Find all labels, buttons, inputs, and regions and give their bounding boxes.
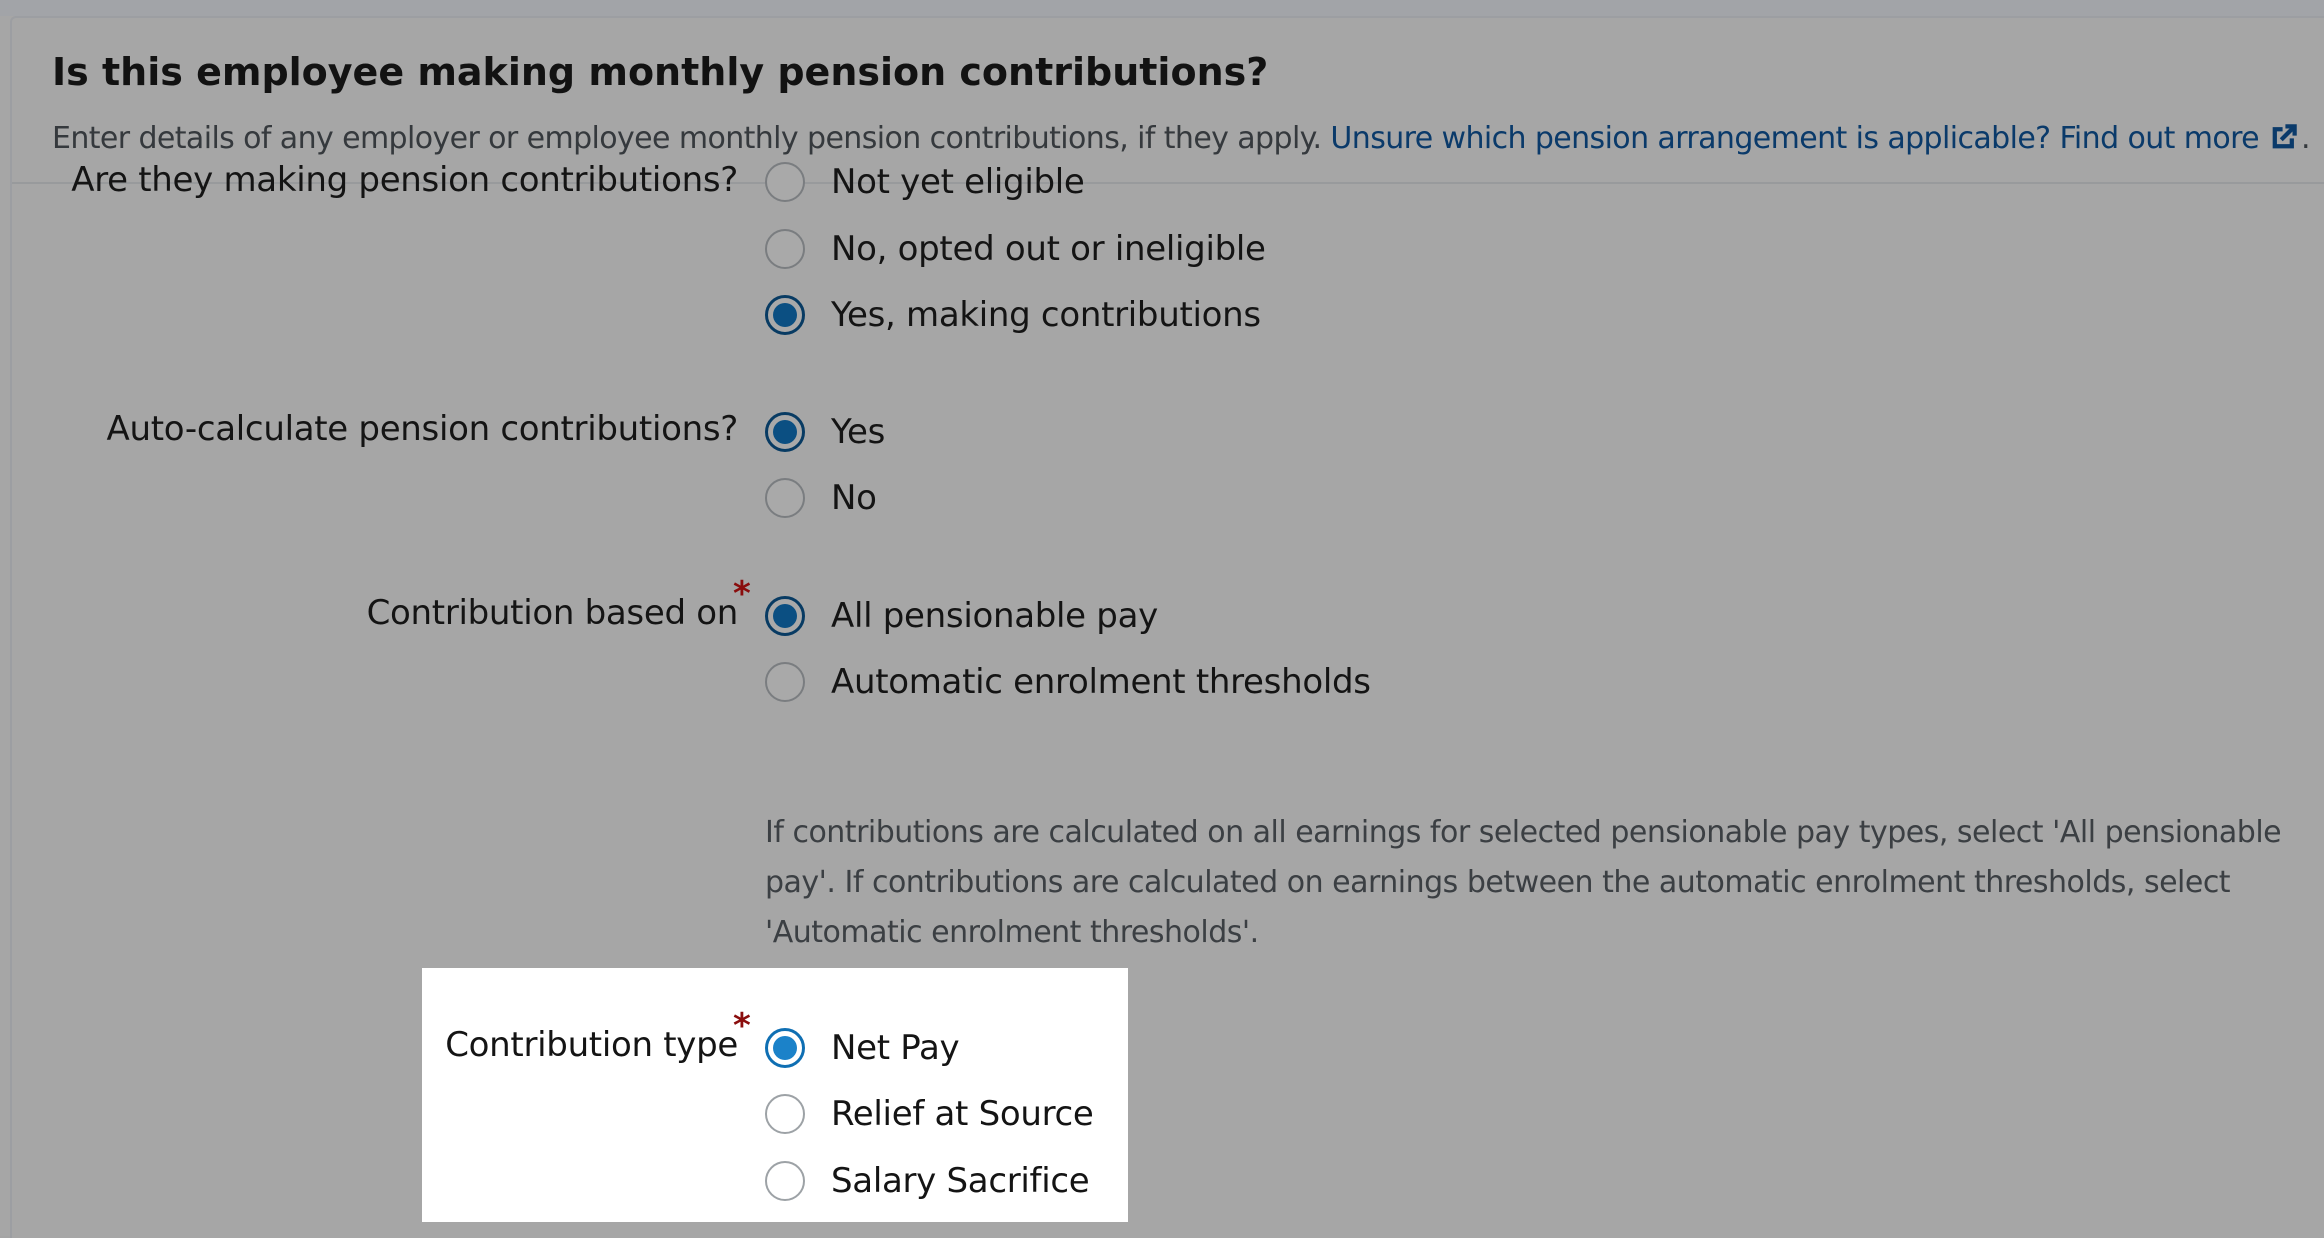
radio-net-pay[interactable] — [765, 1025, 959, 1071]
top-border — [0, 0, 2324, 16]
radio-label[interactable]: No, opted out or ineligible — [831, 229, 1266, 269]
radio-dot — [773, 303, 797, 327]
page-description — [52, 120, 2310, 156]
radio-button-selected[interactable] — [765, 1028, 805, 1068]
radio-button[interactable] — [765, 478, 805, 518]
description-text: Enter details of any employer or employee monthly pension contributions, if they apply. — [52, 121, 1331, 156]
radio-not-yet-eligible[interactable] — [765, 159, 1085, 205]
find-out-more-link-text[interactable]: Unsure which pension arrangement is applicable? Find out more — [1330, 121, 2260, 156]
radio-dot — [773, 1036, 797, 1060]
radio-label[interactable]: Net Pay — [831, 1028, 960, 1068]
radio-button[interactable] — [765, 662, 805, 702]
radio-label[interactable]: Relief at Source — [831, 1094, 1094, 1134]
radio-label[interactable]: Automatic enrolment thresholds — [831, 662, 1371, 702]
radio-relief-at-source[interactable] — [765, 1091, 1094, 1137]
auto-calculate-label: Auto-calculate pension contributions? — [106, 409, 738, 449]
external-link-icon[interactable] — [2267, 120, 2301, 154]
radio-dot — [773, 604, 797, 628]
radio-label[interactable]: No — [831, 478, 877, 518]
radio-opted-out[interactable] — [765, 226, 1266, 272]
radio-button[interactable] — [765, 1094, 805, 1134]
radio-label[interactable]: Yes — [831, 412, 885, 452]
find-out-more-link[interactable] — [1330, 121, 2301, 156]
radio-salary-sacrifice[interactable] — [765, 1158, 1089, 1204]
radio-button-selected[interactable] — [765, 295, 805, 335]
radio-yes-making-contributions[interactable] — [765, 292, 1261, 338]
contribution-type-highlight — [422, 968, 1128, 1222]
radio-button-selected[interactable] — [765, 412, 805, 452]
radio-button[interactable] — [765, 162, 805, 202]
pension-panel — [10, 16, 2324, 1238]
radio-button[interactable] — [765, 1161, 805, 1201]
contribution-based-on-hint: If contributions are calculated on all earnings for selected pensionable pay types, select 'All pensionable pay'. If contributions are calculated on earnings between the automatic enrolment thresholds, select 'Automatic enrolment thresholds'. — [765, 815, 2282, 950]
required-asterisk: * — [733, 1006, 751, 1046]
contribution-type-label: Contribution type — [445, 1025, 738, 1065]
trailing-period: . — [2301, 121, 2310, 156]
radio-button[interactable] — [765, 229, 805, 269]
radio-auto-calc-yes[interactable] — [765, 409, 885, 455]
radio-label[interactable]: Yes, making contributions — [831, 295, 1261, 335]
making-contributions-label: Are they making pension contributions? — [71, 160, 738, 200]
radio-label[interactable]: Not yet eligible — [831, 162, 1085, 202]
radio-dot — [773, 420, 797, 444]
page-title: Is this employee making monthly pension contributions? — [52, 50, 1269, 94]
radio-ae-thresholds[interactable] — [765, 659, 1371, 705]
radio-label[interactable]: All pensionable pay — [831, 596, 1158, 636]
contribution-based-on-label: Contribution based on — [366, 593, 738, 633]
radio-auto-calc-no[interactable] — [765, 475, 877, 521]
radio-button-selected[interactable] — [765, 596, 805, 636]
radio-label[interactable]: Salary Sacrifice — [831, 1161, 1090, 1201]
required-asterisk: * — [733, 574, 751, 614]
radio-all-pensionable-pay[interactable] — [765, 593, 1158, 639]
